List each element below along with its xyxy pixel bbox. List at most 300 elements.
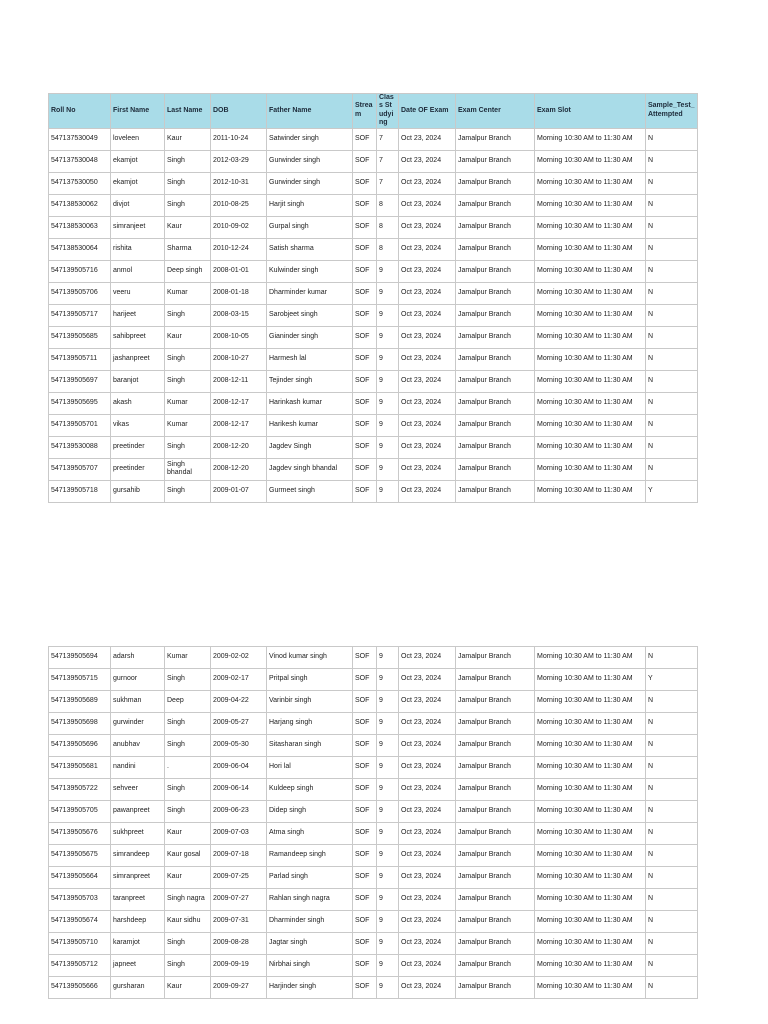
cell-exam-slot: Morning 10:30 AM to 11:30 AM xyxy=(535,845,646,867)
cell-stream: SOF xyxy=(353,647,377,669)
table-row xyxy=(49,911,698,933)
table-row xyxy=(49,480,698,502)
cell-roll-no: 547139505664 xyxy=(49,867,111,889)
cell-exam-slot: Morning 10:30 AM to 11:30 AM xyxy=(535,801,646,823)
table-row xyxy=(49,845,698,867)
cell-stream: SOF xyxy=(353,150,377,172)
cell-last-name: Singh xyxy=(165,348,211,370)
cell-sample-test-attempted: N xyxy=(646,458,698,480)
cell-first-name: gurwinder xyxy=(111,713,165,735)
cell-last-name: . xyxy=(165,757,211,779)
cell-date-of-exam: Oct 23, 2024 xyxy=(399,172,456,194)
cell-father-name: Didep singh xyxy=(267,801,353,823)
table-row xyxy=(49,370,698,392)
table-row xyxy=(49,326,698,348)
cell-exam-slot: Morning 10:30 AM to 11:30 AM xyxy=(535,647,646,669)
cell-sample-test-attempted: Y xyxy=(646,480,698,502)
cell-exam-center: Jamalpur Branch xyxy=(456,669,535,691)
cell-date-of-exam: Oct 23, 2024 xyxy=(399,845,456,867)
cell-first-name: harijeet xyxy=(111,304,165,326)
cell-dob: 2011-10-24 xyxy=(211,128,267,150)
cell-class-studying: 9 xyxy=(377,889,399,911)
table-body xyxy=(49,647,698,999)
cell-roll-no: 547139505689 xyxy=(49,691,111,713)
cell-father-name: Satwinder singh xyxy=(267,128,353,150)
cell-exam-slot: Morning 10:30 AM to 11:30 AM xyxy=(535,216,646,238)
cell-date-of-exam: Oct 23, 2024 xyxy=(399,128,456,150)
cell-date-of-exam: Oct 23, 2024 xyxy=(399,801,456,823)
table-row xyxy=(49,669,698,691)
table-row xyxy=(49,955,698,977)
cell-stream: SOF xyxy=(353,172,377,194)
cell-class-studying: 9 xyxy=(377,779,399,801)
cell-stream: SOF xyxy=(353,216,377,238)
cell-roll-no: 547139505695 xyxy=(49,392,111,414)
cell-roll-no: 547139505716 xyxy=(49,260,111,282)
cell-class-studying: 9 xyxy=(377,801,399,823)
cell-stream: SOF xyxy=(353,977,377,999)
cell-first-name: ekamjot xyxy=(111,172,165,194)
cell-father-name: Gurwinder singh xyxy=(267,172,353,194)
cell-last-name: Singh xyxy=(165,194,211,216)
cell-first-name: gurnoor xyxy=(111,669,165,691)
cell-sample-test-attempted: N xyxy=(646,392,698,414)
cell-father-name: Parlad singh xyxy=(267,867,353,889)
cell-dob: 2008-12-20 xyxy=(211,458,267,480)
cell-first-name: jashanpreet xyxy=(111,348,165,370)
table-row xyxy=(49,779,698,801)
cell-father-name: Dharminder kumar xyxy=(267,282,353,304)
cell-stream: SOF xyxy=(353,282,377,304)
table-row xyxy=(49,304,698,326)
cell-father-name: Varinbir singh xyxy=(267,691,353,713)
cell-father-name: Nirbhai singh xyxy=(267,955,353,977)
cell-father-name: Harjang singh xyxy=(267,713,353,735)
cell-date-of-exam: Oct 23, 2024 xyxy=(399,260,456,282)
cell-exam-center: Jamalpur Branch xyxy=(456,691,535,713)
header-exam-slot: Exam Slot xyxy=(535,94,646,129)
cell-father-name: Vinod kumar singh xyxy=(267,647,353,669)
cell-exam-slot: Morning 10:30 AM to 11:30 AM xyxy=(535,977,646,999)
cell-dob: 2009-07-27 xyxy=(211,889,267,911)
cell-class-studying: 9 xyxy=(377,955,399,977)
cell-first-name: anubhav xyxy=(111,735,165,757)
cell-father-name: Pritpal singh xyxy=(267,669,353,691)
cell-first-name: taranpreet xyxy=(111,889,165,911)
cell-exam-slot: Morning 10:30 AM to 11:30 AM xyxy=(535,304,646,326)
cell-dob: 2009-09-27 xyxy=(211,977,267,999)
cell-dob: 2008-10-27 xyxy=(211,348,267,370)
cell-sample-test-attempted: N xyxy=(646,326,698,348)
cell-class-studying: 7 xyxy=(377,150,399,172)
cell-first-name: ekamjot xyxy=(111,150,165,172)
cell-roll-no: 547138530062 xyxy=(49,194,111,216)
table-row xyxy=(49,172,698,194)
cell-dob: 2012-10-31 xyxy=(211,172,267,194)
cell-roll-no: 547139505675 xyxy=(49,845,111,867)
cell-sample-test-attempted: N xyxy=(646,713,698,735)
cell-roll-no: 547139505705 xyxy=(49,801,111,823)
cell-exam-slot: Morning 10:30 AM to 11:30 AM xyxy=(535,458,646,480)
cell-stream: SOF xyxy=(353,911,377,933)
cell-date-of-exam: Oct 23, 2024 xyxy=(399,911,456,933)
cell-last-name: Kumar xyxy=(165,392,211,414)
cell-dob: 2010-08-25 xyxy=(211,194,267,216)
cell-date-of-exam: Oct 23, 2024 xyxy=(399,370,456,392)
cell-sample-test-attempted: N xyxy=(646,977,698,999)
cell-exam-slot: Morning 10:30 AM to 11:30 AM xyxy=(535,348,646,370)
cell-class-studying: 9 xyxy=(377,326,399,348)
cell-father-name: Sitasharan singh xyxy=(267,735,353,757)
cell-first-name: sukhman xyxy=(111,691,165,713)
cell-roll-no: 547139505703 xyxy=(49,889,111,911)
cell-stream: SOF xyxy=(353,480,377,502)
cell-exam-slot: Morning 10:30 AM to 11:30 AM xyxy=(535,194,646,216)
cell-exam-slot: Morning 10:30 AM to 11:30 AM xyxy=(535,669,646,691)
cell-roll-no: 547139505674 xyxy=(49,911,111,933)
cell-sample-test-attempted: N xyxy=(646,757,698,779)
cell-roll-no: 547139505707 xyxy=(49,458,111,480)
table-row xyxy=(49,691,698,713)
cell-date-of-exam: Oct 23, 2024 xyxy=(399,669,456,691)
table-row xyxy=(49,414,698,436)
cell-date-of-exam: Oct 23, 2024 xyxy=(399,150,456,172)
table-row xyxy=(49,436,698,458)
cell-last-name: Kaur xyxy=(165,326,211,348)
table-row xyxy=(49,150,698,172)
cell-last-name: Singh xyxy=(165,304,211,326)
cell-class-studying: 9 xyxy=(377,757,399,779)
cell-roll-no: 547137530049 xyxy=(49,128,111,150)
cell-date-of-exam: Oct 23, 2024 xyxy=(399,238,456,260)
cell-exam-center: Jamalpur Branch xyxy=(456,757,535,779)
cell-date-of-exam: Oct 23, 2024 xyxy=(399,823,456,845)
cell-roll-no: 547139505722 xyxy=(49,779,111,801)
cell-exam-center: Jamalpur Branch xyxy=(456,955,535,977)
cell-father-name: Rahlan singh nagra xyxy=(267,889,353,911)
cell-dob: 2009-02-17 xyxy=(211,669,267,691)
cell-class-studying: 7 xyxy=(377,128,399,150)
cell-exam-center: Jamalpur Branch xyxy=(456,889,535,911)
cell-last-name: Singh xyxy=(165,955,211,977)
cell-exam-slot: Morning 10:30 AM to 11:30 AM xyxy=(535,955,646,977)
cell-dob: 2009-06-14 xyxy=(211,779,267,801)
cell-last-name: Sharma xyxy=(165,238,211,260)
cell-class-studying: 9 xyxy=(377,867,399,889)
cell-last-name: Singh xyxy=(165,933,211,955)
cell-first-name: simranjeet xyxy=(111,216,165,238)
cell-father-name: Ramandeep singh xyxy=(267,845,353,867)
cell-father-name: Tejinder singh xyxy=(267,370,353,392)
cell-class-studying: 9 xyxy=(377,647,399,669)
cell-first-name: anmol xyxy=(111,260,165,282)
cell-exam-center: Jamalpur Branch xyxy=(456,348,535,370)
cell-sample-test-attempted: N xyxy=(646,867,698,889)
cell-stream: SOF xyxy=(353,370,377,392)
cell-roll-no: 547139505694 xyxy=(49,647,111,669)
cell-dob: 2008-01-18 xyxy=(211,282,267,304)
cell-father-name: Gurmeet singh xyxy=(267,480,353,502)
table-row xyxy=(49,194,698,216)
cell-class-studying: 9 xyxy=(377,282,399,304)
cell-last-name: Singh xyxy=(165,150,211,172)
cell-father-name: Jagdev singh bhandal xyxy=(267,458,353,480)
cell-roll-no: 547139505676 xyxy=(49,823,111,845)
cell-last-name: Singh xyxy=(165,370,211,392)
header-stream: Stream xyxy=(353,94,377,129)
cell-class-studying: 9 xyxy=(377,713,399,735)
cell-class-studying: 9 xyxy=(377,977,399,999)
cell-last-name: Singh xyxy=(165,713,211,735)
cell-exam-slot: Morning 10:30 AM to 11:30 AM xyxy=(535,691,646,713)
cell-class-studying: 9 xyxy=(377,480,399,502)
cell-roll-no: 547139530088 xyxy=(49,436,111,458)
cell-dob: 2009-07-25 xyxy=(211,867,267,889)
table-row xyxy=(49,282,698,304)
cell-father-name: Harjinder singh xyxy=(267,977,353,999)
cell-father-name: Gurpal singh xyxy=(267,216,353,238)
cell-last-name: Singh xyxy=(165,801,211,823)
cell-roll-no: 547139505685 xyxy=(49,326,111,348)
cell-sample-test-attempted: Y xyxy=(646,669,698,691)
cell-exam-center: Jamalpur Branch xyxy=(456,326,535,348)
cell-last-name: Kaur xyxy=(165,216,211,238)
cell-first-name: pawanpreet xyxy=(111,801,165,823)
cell-exam-slot: Morning 10:30 AM to 11:30 AM xyxy=(535,713,646,735)
cell-sample-test-attempted: N xyxy=(646,304,698,326)
cell-stream: SOF xyxy=(353,889,377,911)
cell-last-name: Singh xyxy=(165,172,211,194)
cell-class-studying: 9 xyxy=(377,260,399,282)
cell-stream: SOF xyxy=(353,823,377,845)
cell-sample-test-attempted: N xyxy=(646,172,698,194)
cell-father-name: Harinkash kumar xyxy=(267,392,353,414)
cell-class-studying: 7 xyxy=(377,172,399,194)
cell-exam-center: Jamalpur Branch xyxy=(456,150,535,172)
cell-roll-no: 547139505715 xyxy=(49,669,111,691)
student-table-page-1 xyxy=(48,93,698,503)
cell-stream: SOF xyxy=(353,669,377,691)
cell-roll-no: 547139505681 xyxy=(49,757,111,779)
header-sample-test-attempted: Sample_Test_Attempted xyxy=(646,94,698,129)
table-row xyxy=(49,392,698,414)
cell-exam-center: Jamalpur Branch xyxy=(456,779,535,801)
cell-roll-no: 547137530048 xyxy=(49,150,111,172)
table-row xyxy=(49,260,698,282)
cell-dob: 2012-03-29 xyxy=(211,150,267,172)
cell-exam-center: Jamalpur Branch xyxy=(456,304,535,326)
cell-stream: SOF xyxy=(353,392,377,414)
cell-exam-slot: Morning 10:30 AM to 11:30 AM xyxy=(535,911,646,933)
cell-exam-slot: Morning 10:30 AM to 11:30 AM xyxy=(535,933,646,955)
cell-class-studying: 8 xyxy=(377,194,399,216)
cell-first-name: nandini xyxy=(111,757,165,779)
cell-roll-no: 547139505711 xyxy=(49,348,111,370)
cell-last-name: Singh xyxy=(165,735,211,757)
table-body xyxy=(49,128,698,502)
cell-exam-center: Jamalpur Branch xyxy=(456,282,535,304)
cell-first-name: sehveer xyxy=(111,779,165,801)
cell-date-of-exam: Oct 23, 2024 xyxy=(399,933,456,955)
header-dob: DOB xyxy=(211,94,267,129)
cell-stream: SOF xyxy=(353,735,377,757)
cell-father-name: Gurwinder singh xyxy=(267,150,353,172)
table-row xyxy=(49,823,698,845)
cell-exam-slot: Morning 10:30 AM to 11:30 AM xyxy=(535,823,646,845)
cell-class-studying: 9 xyxy=(377,669,399,691)
cell-date-of-exam: Oct 23, 2024 xyxy=(399,867,456,889)
cell-exam-slot: Morning 10:30 AM to 11:30 AM xyxy=(535,757,646,779)
cell-date-of-exam: Oct 23, 2024 xyxy=(399,304,456,326)
cell-exam-center: Jamalpur Branch xyxy=(456,216,535,238)
table-row xyxy=(49,458,698,480)
cell-father-name: Harmesh lal xyxy=(267,348,353,370)
cell-last-name: Kaur xyxy=(165,823,211,845)
cell-class-studying: 9 xyxy=(377,458,399,480)
cell-exam-center: Jamalpur Branch xyxy=(456,823,535,845)
cell-last-name: Kaur xyxy=(165,867,211,889)
cell-sample-test-attempted: N xyxy=(646,845,698,867)
cell-stream: SOF xyxy=(353,691,377,713)
cell-father-name: Harikesh kumar xyxy=(267,414,353,436)
cell-stream: SOF xyxy=(353,867,377,889)
cell-exam-center: Jamalpur Branch xyxy=(456,647,535,669)
header-first-name: First Name xyxy=(111,94,165,129)
cell-exam-slot: Morning 10:30 AM to 11:30 AM xyxy=(535,172,646,194)
cell-date-of-exam: Oct 23, 2024 xyxy=(399,977,456,999)
cell-exam-center: Jamalpur Branch xyxy=(456,128,535,150)
cell-sample-test-attempted: N xyxy=(646,282,698,304)
header-father-name: Father Name xyxy=(267,94,353,129)
cell-exam-center: Jamalpur Branch xyxy=(456,933,535,955)
cell-class-studying: 9 xyxy=(377,823,399,845)
cell-class-studying: 8 xyxy=(377,238,399,260)
cell-last-name: Kumar xyxy=(165,282,211,304)
cell-last-name: Kaur gosal xyxy=(165,845,211,867)
cell-dob: 2008-03-15 xyxy=(211,304,267,326)
cell-class-studying: 9 xyxy=(377,348,399,370)
cell-exam-slot: Morning 10:30 AM to 11:30 AM xyxy=(535,392,646,414)
table-row xyxy=(49,757,698,779)
cell-exam-center: Jamalpur Branch xyxy=(456,436,535,458)
cell-exam-center: Jamalpur Branch xyxy=(456,172,535,194)
cell-exam-slot: Morning 10:30 AM to 11:30 AM xyxy=(535,128,646,150)
cell-first-name: baranjot xyxy=(111,370,165,392)
cell-last-name: Deep xyxy=(165,691,211,713)
cell-sample-test-attempted: N xyxy=(646,779,698,801)
cell-last-name: Singh xyxy=(165,669,211,691)
cell-class-studying: 9 xyxy=(377,392,399,414)
cell-stream: SOF xyxy=(353,414,377,436)
cell-first-name: sukhpreet xyxy=(111,823,165,845)
table-row xyxy=(49,713,698,735)
table-row xyxy=(49,735,698,757)
header-roll-no: Roll No xyxy=(49,94,111,129)
cell-dob: 2008-01-01 xyxy=(211,260,267,282)
cell-exam-center: Jamalpur Branch xyxy=(456,977,535,999)
header-class-studying: Class Studying xyxy=(377,94,399,129)
cell-date-of-exam: Oct 23, 2024 xyxy=(399,735,456,757)
cell-exam-slot: Morning 10:30 AM to 11:30 AM xyxy=(535,735,646,757)
cell-stream: SOF xyxy=(353,304,377,326)
cell-father-name: Atma singh xyxy=(267,823,353,845)
cell-first-name: gursahib xyxy=(111,480,165,502)
cell-dob: 2009-07-03 xyxy=(211,823,267,845)
cell-exam-slot: Morning 10:30 AM to 11:30 AM xyxy=(535,414,646,436)
cell-dob: 2009-07-18 xyxy=(211,845,267,867)
cell-dob: 2009-07-31 xyxy=(211,911,267,933)
cell-sample-test-attempted: N xyxy=(646,933,698,955)
cell-dob: 2008-12-17 xyxy=(211,414,267,436)
cell-class-studying: 9 xyxy=(377,911,399,933)
cell-dob: 2009-02-02 xyxy=(211,647,267,669)
cell-roll-no: 547138530063 xyxy=(49,216,111,238)
cell-stream: SOF xyxy=(353,194,377,216)
header-last-name: Last Name xyxy=(165,94,211,129)
cell-roll-no: 547139505696 xyxy=(49,735,111,757)
cell-class-studying: 9 xyxy=(377,845,399,867)
cell-father-name: Hori lal xyxy=(267,757,353,779)
cell-exam-slot: Morning 10:30 AM to 11:30 AM xyxy=(535,867,646,889)
cell-class-studying: 9 xyxy=(377,414,399,436)
cell-stream: SOF xyxy=(353,933,377,955)
cell-first-name: vikas xyxy=(111,414,165,436)
cell-date-of-exam: Oct 23, 2024 xyxy=(399,326,456,348)
cell-dob: 2009-04-22 xyxy=(211,691,267,713)
cell-exam-slot: Morning 10:30 AM to 11:30 AM xyxy=(535,260,646,282)
table-row xyxy=(49,801,698,823)
cell-class-studying: 8 xyxy=(377,216,399,238)
table-row xyxy=(49,216,698,238)
table-row xyxy=(49,238,698,260)
cell-father-name: Harjit singh xyxy=(267,194,353,216)
cell-stream: SOF xyxy=(353,128,377,150)
table-row xyxy=(49,128,698,150)
cell-roll-no: 547139505666 xyxy=(49,977,111,999)
cell-father-name: Jagdev Singh xyxy=(267,436,353,458)
cell-roll-no: 547137530050 xyxy=(49,172,111,194)
cell-sample-test-attempted: N xyxy=(646,955,698,977)
cell-first-name: rishita xyxy=(111,238,165,260)
cell-stream: SOF xyxy=(353,238,377,260)
cell-exam-center: Jamalpur Branch xyxy=(456,238,535,260)
cell-stream: SOF xyxy=(353,779,377,801)
cell-date-of-exam: Oct 23, 2024 xyxy=(399,392,456,414)
cell-date-of-exam: Oct 23, 2024 xyxy=(399,458,456,480)
cell-sample-test-attempted: N xyxy=(646,238,698,260)
cell-roll-no: 547139505718 xyxy=(49,480,111,502)
cell-dob: 2008-12-11 xyxy=(211,370,267,392)
cell-exam-center: Jamalpur Branch xyxy=(456,845,535,867)
cell-first-name: loveleen xyxy=(111,128,165,150)
cell-dob: 2008-10-05 xyxy=(211,326,267,348)
cell-dob: 2010-12-24 xyxy=(211,238,267,260)
cell-dob: 2009-01-07 xyxy=(211,480,267,502)
cell-date-of-exam: Oct 23, 2024 xyxy=(399,480,456,502)
table-row xyxy=(49,348,698,370)
student-table-page-2 xyxy=(48,646,698,999)
cell-last-name: Singh xyxy=(165,436,211,458)
cell-exam-center: Jamalpur Branch xyxy=(456,414,535,436)
cell-sample-test-attempted: N xyxy=(646,348,698,370)
cell-exam-center: Jamalpur Branch xyxy=(456,867,535,889)
cell-date-of-exam: Oct 23, 2024 xyxy=(399,647,456,669)
cell-last-name: Kaur xyxy=(165,977,211,999)
cell-sample-test-attempted: N xyxy=(646,414,698,436)
cell-dob: 2008-12-20 xyxy=(211,436,267,458)
cell-dob: 2010-09-02 xyxy=(211,216,267,238)
cell-father-name: Kulwinder singh xyxy=(267,260,353,282)
